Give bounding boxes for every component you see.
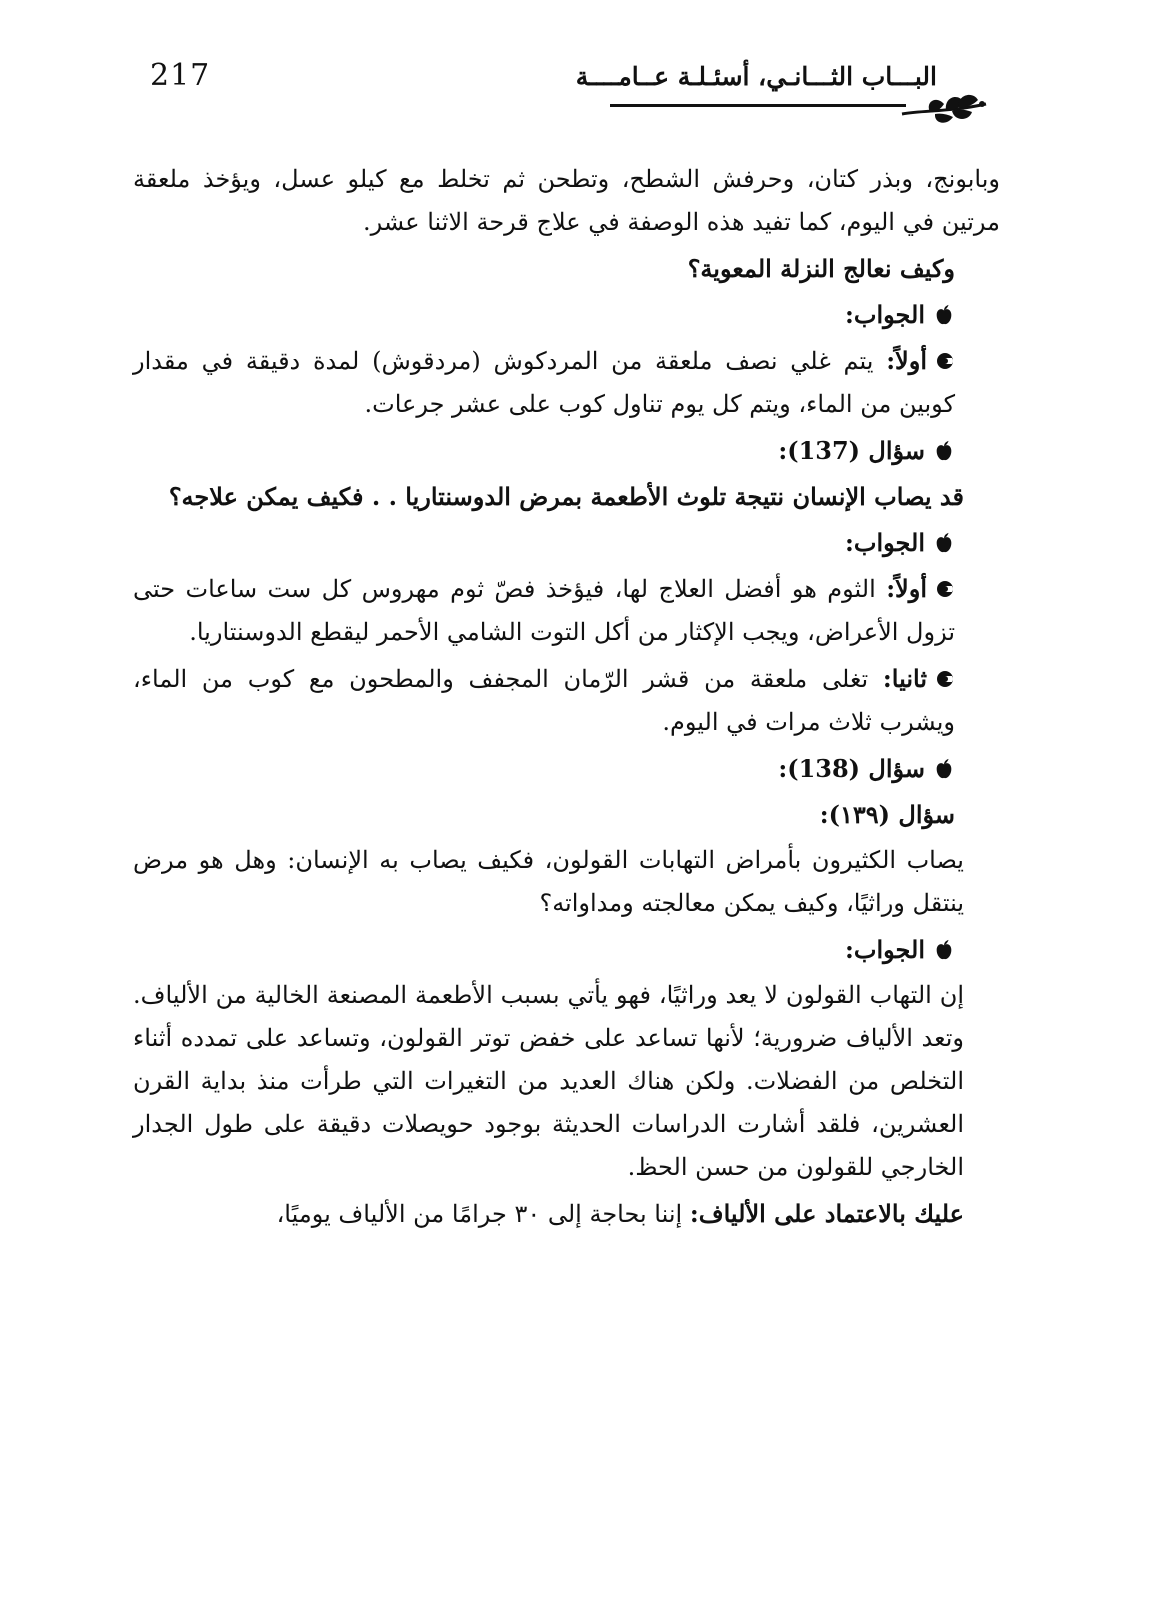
answer-point bbox=[133, 657, 1000, 744]
apple-icon bbox=[933, 440, 955, 462]
question-number: سؤال (137): bbox=[778, 436, 925, 465]
point-lead: أولاً: bbox=[886, 574, 927, 603]
leaf-ornament-icon bbox=[900, 86, 990, 128]
fiber-lead: عليك بالاعتماد على الألياف: bbox=[689, 1199, 964, 1228]
fiber-text: إننا بحاجة إلى ٣٠ جرامًا من الألياف يوميًا، bbox=[276, 1200, 683, 1228]
question-number-plain: سؤال (١٣٩): bbox=[819, 800, 955, 829]
answer-label-row bbox=[133, 928, 1000, 971]
c-bullet-icon bbox=[935, 351, 955, 371]
question-heading: وكيف نعالج النزلة المعوية؟ bbox=[687, 254, 955, 283]
header-rule bbox=[610, 104, 906, 107]
c-bullet-icon bbox=[935, 669, 955, 689]
c-bullet-icon bbox=[935, 579, 955, 599]
question-number-row bbox=[133, 429, 1000, 472]
question-number-row bbox=[133, 747, 1000, 790]
question-text: يصاب الكثيرون بأمراض التهابات القولون، فكيف يصاب به الإنسان: وهل هو مرض ينتقل وراثيًا، وكيف يمكن معالجته ومداواته؟ bbox=[133, 846, 964, 917]
apple-icon bbox=[933, 532, 955, 554]
point-lead: ثانيا: bbox=[882, 664, 927, 693]
answer-label: الجواب: bbox=[845, 300, 925, 329]
answer-label: الجواب: bbox=[845, 528, 925, 557]
continuation-paragraph: وبابونج، وبذر كتان، وحرفش الشطح، وتطحن ثم تخلط مع كيلو عسل، ويؤخذ ملعقة مرتين في اليوم، كما تفيد هذه الوصفة في علاج قرحة الاثنا عشر. bbox=[133, 165, 1000, 236]
apple-icon bbox=[933, 939, 955, 961]
page-body bbox=[133, 158, 1000, 1239]
answer-point bbox=[133, 567, 1000, 654]
question-number: سؤال (138): bbox=[778, 754, 925, 783]
answer-paragraph: إن التهاب القولون لا يعد وراثيًا، فهو يأتي بسبب الأطعمة المصنعة الخالية من الألياف. وتعد الألياف ضرورية؛ لأنها تساعد على خفض توتر القولون، وتساعد على تمدده أثناء التخلص من الفضلات. ولكن هناك العديد من التغيرات التي طرأت منذ بداية القرن العشرين، فلقد أشارت الدراسات الحديثة بوجود حويصلات دقيقة على طول الجدار الخارجي للقولون من حسن الحظ. bbox=[133, 981, 964, 1181]
point-text: الثوم هو أفضل العلاج لها، فيؤخذ فصّ ثوم مهروس كل ست ساعات حتى تزول الأعراض، ويجب الإكثار من أكل التوت الشامي الأحمر ليقطع الدوسنتاريا. bbox=[133, 575, 955, 646]
page-number: 217 bbox=[150, 58, 211, 93]
apple-icon bbox=[933, 758, 955, 780]
fiber-paragraph bbox=[133, 1192, 1000, 1236]
answer-label-row bbox=[133, 521, 1000, 564]
answer-label-row bbox=[133, 293, 1000, 336]
point-text: تغلى ملعقة من قشر الرّمان المجفف والمطحون مع كوب من الماء، ويشرب ثلاث مرات في اليوم. bbox=[133, 665, 955, 736]
point-lead: أولاً: bbox=[886, 346, 927, 375]
point-text: يتم غلي نصف ملعقة من المردكوش (مردقوش) لمدة دقيقة في مقدار كوبين من الماء، ويتم كل يوم تناول كوب على عشر جرعات. bbox=[133, 347, 955, 418]
answer-point bbox=[133, 339, 1000, 426]
apple-icon bbox=[933, 304, 955, 326]
answer-label: الجواب: bbox=[845, 935, 925, 964]
question-text: قد يصاب الإنسان نتيجة تلوث الأطعمة بمرض الدوسنتاريا . . فكيف يمكن علاجه؟ bbox=[168, 482, 964, 511]
running-header-title: البـــاب الثـــانـي، أسئـلـة عــامــــة bbox=[575, 62, 937, 91]
